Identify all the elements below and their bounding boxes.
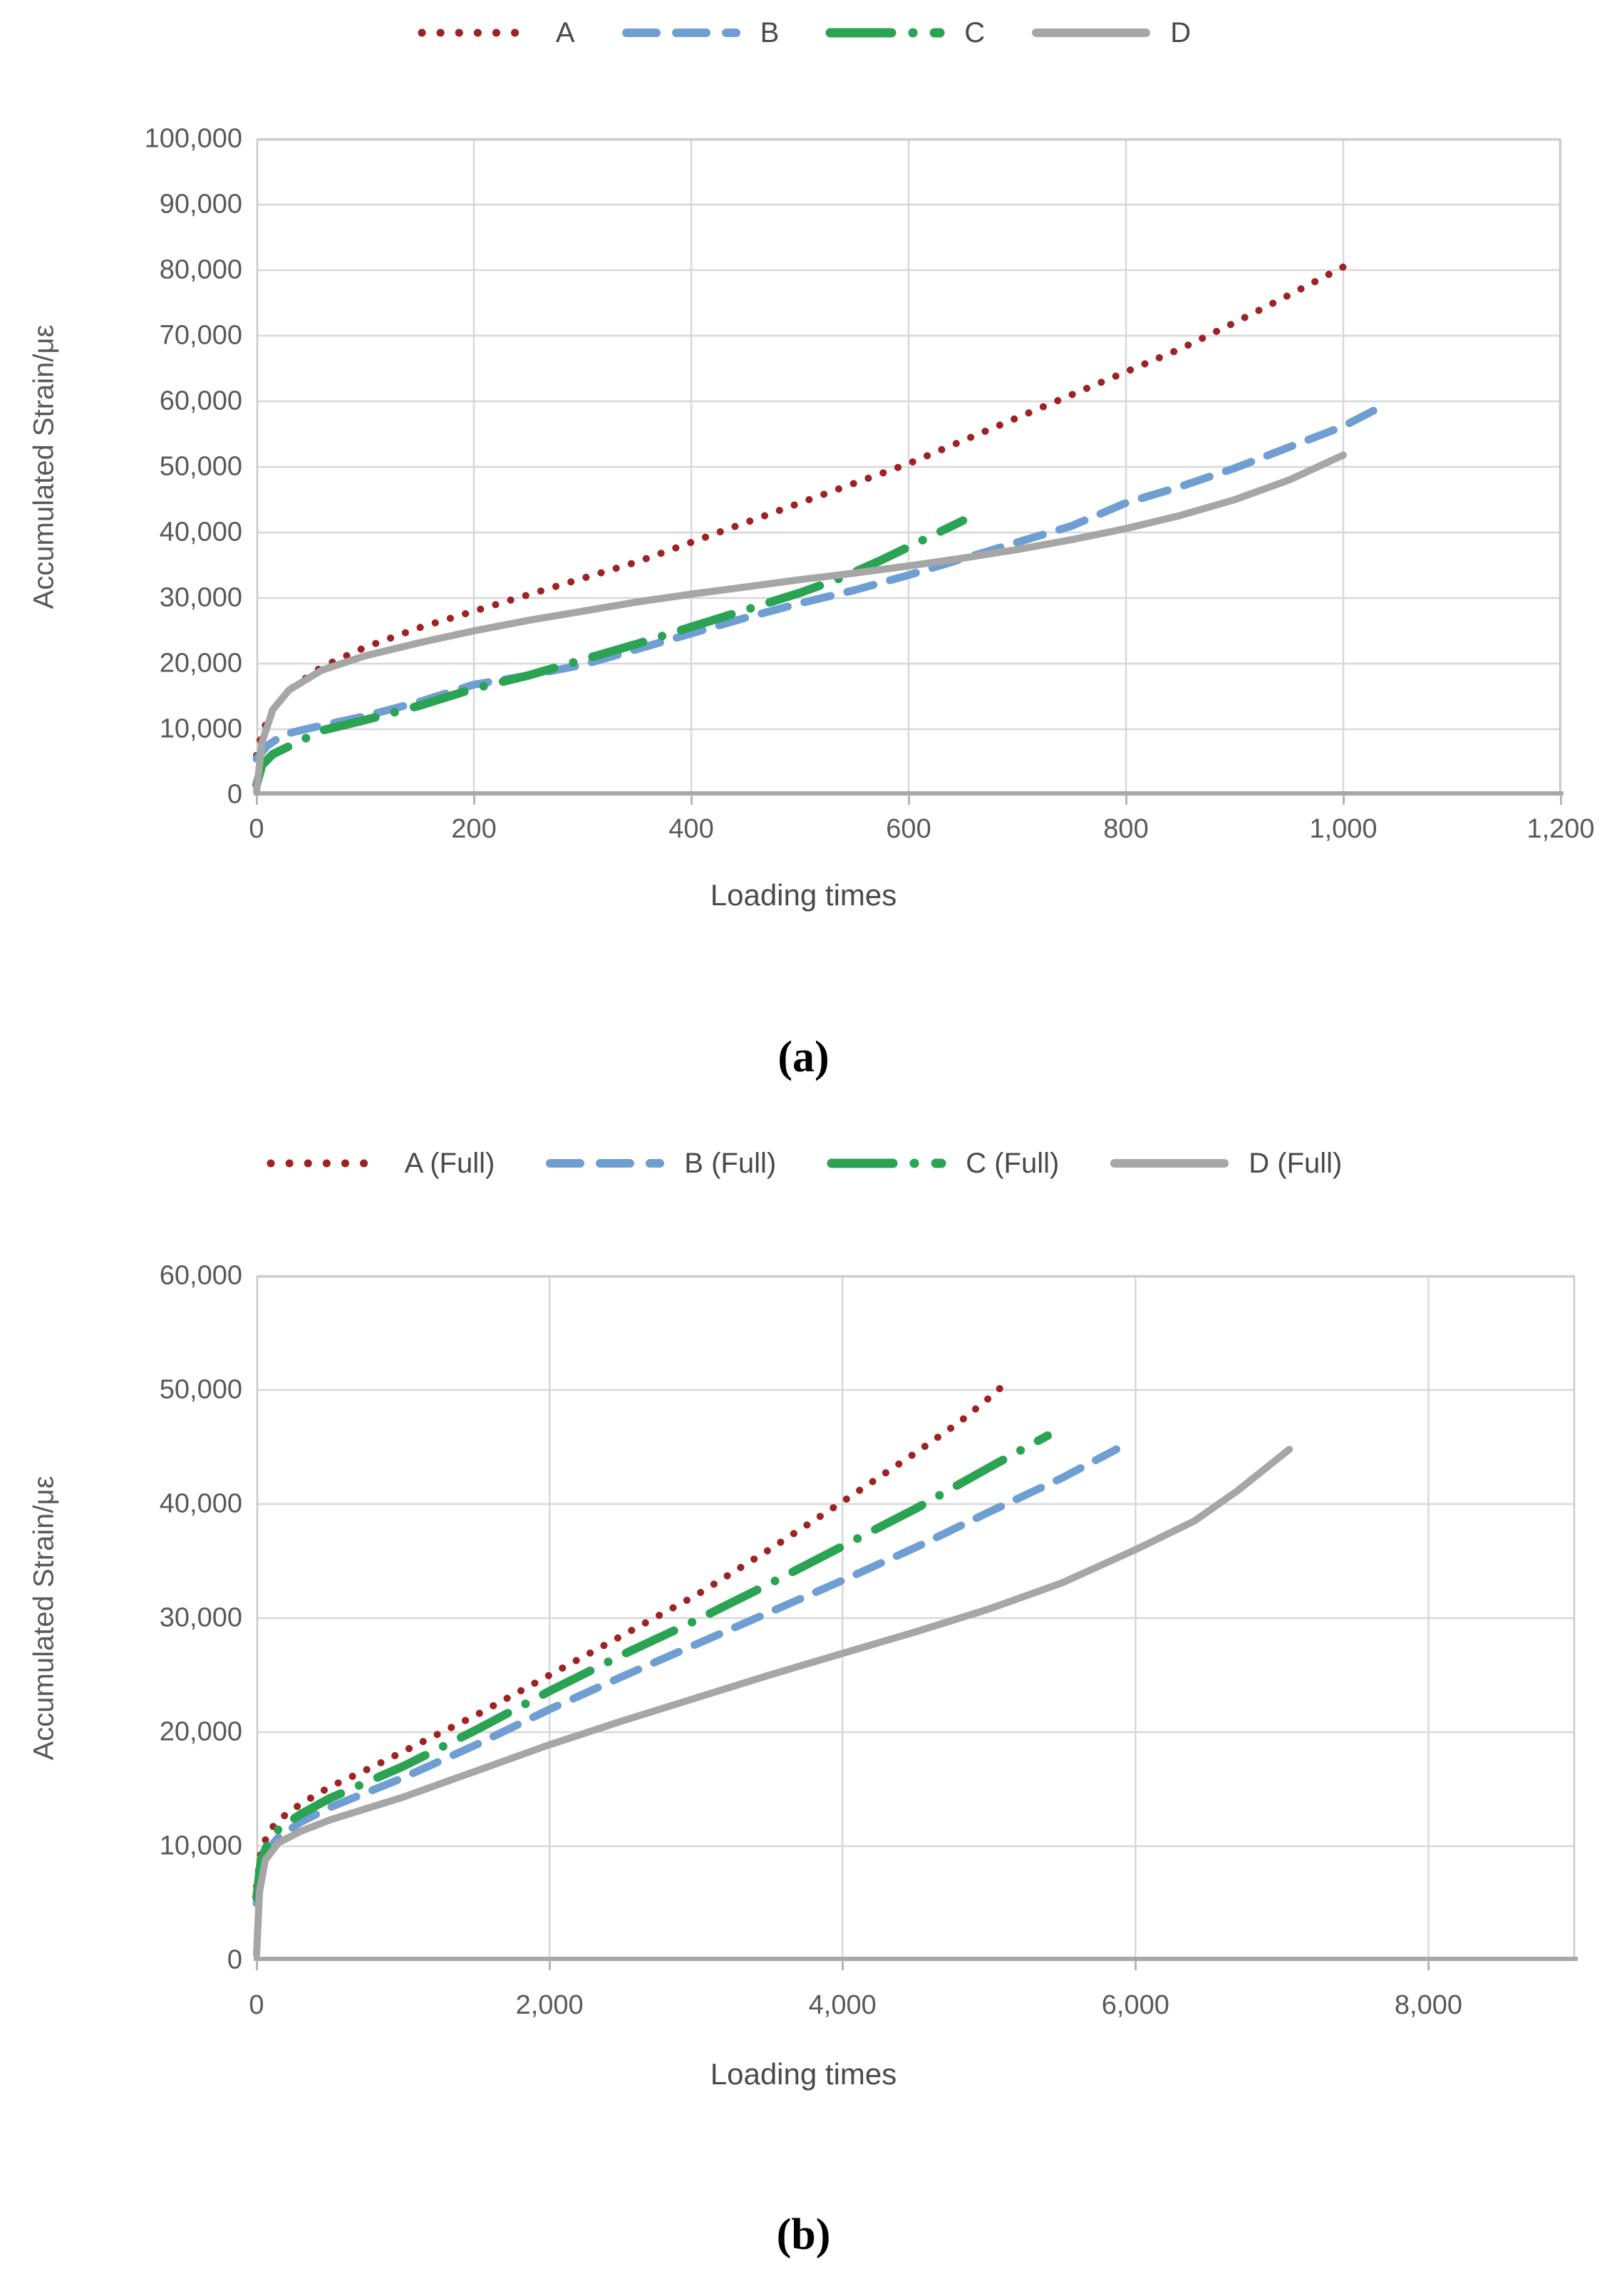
legend-label-A-b: A (Full) — [404, 1147, 495, 1179]
legend-marker-D-icon — [1030, 25, 1152, 41]
legend-marker-C-icon — [825, 25, 946, 41]
y-axis-title-b: Accumulated Strain/με — [28, 1476, 60, 1761]
y-tick-label: 100,000 — [144, 123, 242, 154]
x-tick-mark — [1343, 795, 1345, 805]
x-tick-label: 0 — [249, 814, 264, 844]
x-tick-label: 4,000 — [808, 1990, 877, 2020]
x-tick-label: 400 — [668, 814, 714, 844]
legend-b — [0, 1141, 1607, 1186]
x-tick-mark — [691, 795, 693, 805]
x-tick-label: 1,000 — [1309, 814, 1378, 844]
plot-area-a — [257, 139, 1561, 795]
x-tick-mark — [842, 1960, 844, 1970]
x-tick-mark — [1427, 1960, 1430, 1970]
legend-marker-A-icon — [416, 25, 537, 41]
series-B-line — [257, 1449, 1117, 1903]
x-tick-label: 8,000 — [1394, 1990, 1462, 2020]
x-tick-mark — [473, 795, 475, 805]
x-tick-label: 200 — [451, 814, 497, 844]
legend-item-D-a — [1030, 17, 1191, 49]
y-axis-labels-b — [71, 1260, 242, 1975]
y-tick-label: 50,000 — [159, 451, 242, 482]
legend-marker-B-icon — [621, 25, 742, 41]
legend-item-C-a — [825, 17, 985, 49]
plot-area-b — [257, 1276, 1575, 1960]
x-tick-mark — [1125, 795, 1127, 805]
legend-label-C-b: C (Full) — [966, 1147, 1060, 1179]
legend-item-C-b — [826, 1148, 1059, 1180]
legend-marker-B-icon — [544, 1155, 666, 1171]
legend-item-A-a — [416, 17, 575, 49]
y-tick-label: 60,000 — [159, 1260, 242, 1291]
x-axis-labels-b — [249, 1990, 1575, 2026]
legend-label-D-b: D (Full) — [1249, 1147, 1343, 1179]
legend-label-C-a: C — [964, 16, 986, 48]
legend-label-B-b: B (Full) — [684, 1147, 777, 1179]
legend-label-D-a: D — [1170, 16, 1192, 48]
y-tick-label: 20,000 — [159, 648, 242, 679]
y-tick-label: 30,000 — [159, 1602, 242, 1633]
y-tick-label: 10,000 — [159, 1831, 242, 1861]
series-D-line — [257, 1449, 1289, 1955]
caption-b: (b) — [776, 2210, 831, 2259]
x-tick-label: 6,000 — [1101, 1990, 1169, 2020]
y-tick-label: 60,000 — [159, 386, 242, 416]
y-tick-label: 40,000 — [159, 1488, 242, 1519]
y-tick-label: 10,000 — [159, 714, 242, 744]
y-tick-label: 0 — [227, 1945, 242, 1975]
x-axis-title-b: Loading times — [710, 2057, 897, 2091]
y-tick-label: 30,000 — [159, 582, 242, 613]
y-tick-label: 50,000 — [159, 1374, 242, 1405]
x-tick-label: 1,200 — [1526, 814, 1595, 844]
legend-label-B-a: B — [760, 16, 780, 48]
plot-a — [257, 139, 1561, 795]
legend-a — [0, 11, 1607, 54]
y-tick-label: 80,000 — [159, 254, 242, 285]
x-axis-title-a: Loading times — [710, 878, 897, 912]
x-tick-mark — [908, 795, 910, 805]
x-axis-ticks-b — [257, 1960, 1575, 1972]
series-A-line — [257, 267, 1343, 755]
x-tick-mark — [1135, 1960, 1137, 1970]
legend-item-A-b — [265, 1148, 495, 1180]
x-axis-labels-a — [249, 814, 1595, 850]
x-tick-mark — [1560, 795, 1562, 805]
x-tick-mark — [549, 1960, 551, 1970]
legend-item-B-a — [621, 17, 780, 49]
y-axis-labels-a — [71, 123, 242, 810]
x-axis-ticks-a — [257, 795, 1561, 806]
legend-marker-A-icon — [265, 1155, 386, 1171]
series-C-line — [257, 520, 963, 785]
y-axis-title-a: Accumulated Strain/με — [28, 324, 60, 609]
legend-marker-D-icon — [1109, 1155, 1230, 1171]
legend-label-A-a: A — [555, 16, 575, 48]
legend-item-B-b — [544, 1148, 776, 1180]
x-tick-label: 0 — [249, 1990, 264, 2020]
plot-b — [257, 1276, 1575, 1960]
y-tick-label: 40,000 — [159, 517, 242, 547]
x-tick-mark — [256, 795, 258, 805]
x-tick-label: 2,000 — [515, 1990, 584, 2020]
series-D-line — [257, 455, 1343, 791]
y-tick-label: 0 — [227, 779, 242, 810]
caption-a: (a) — [777, 1033, 830, 1081]
x-tick-label: 600 — [886, 814, 931, 844]
y-tick-label: 70,000 — [159, 320, 242, 351]
x-tick-label: 800 — [1103, 814, 1149, 844]
legend-marker-C-icon — [826, 1155, 947, 1171]
y-tick-label: 90,000 — [159, 189, 242, 220]
legend-item-D-b — [1109, 1148, 1342, 1180]
y-tick-label: 20,000 — [159, 1716, 242, 1747]
x-tick-mark — [256, 1960, 258, 1970]
